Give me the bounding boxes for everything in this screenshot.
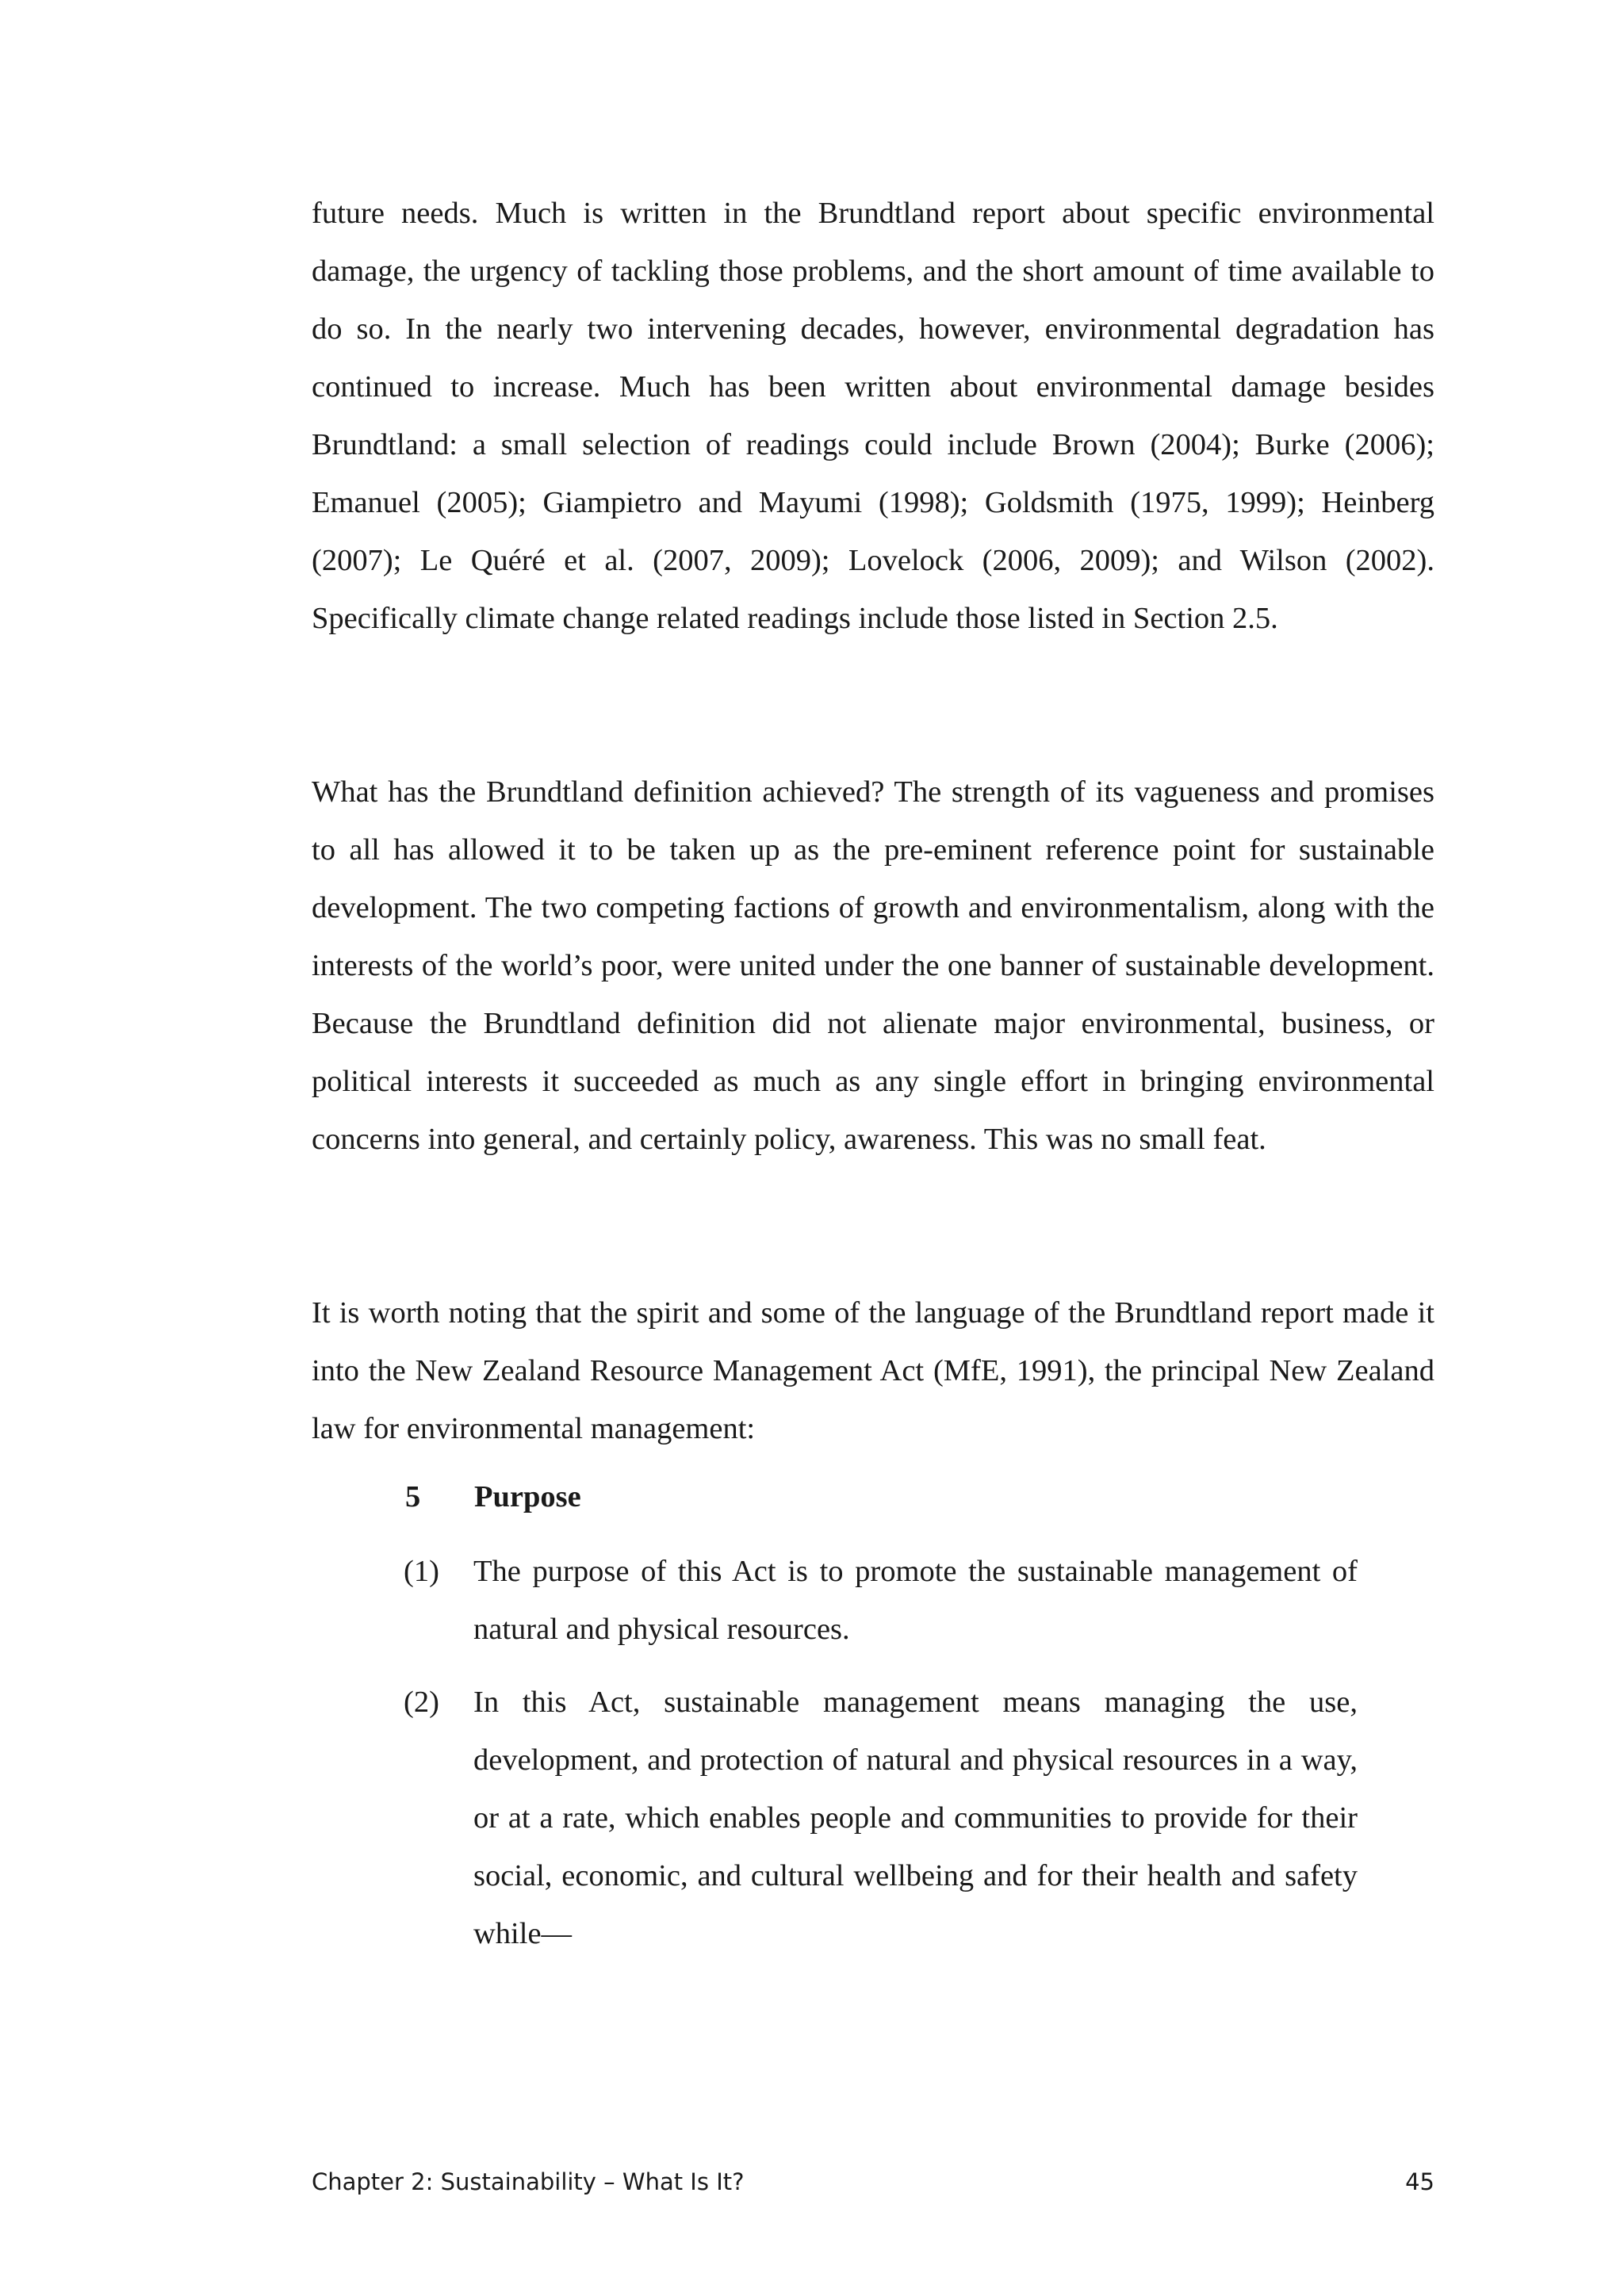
body-paragraph-3: It is worth noting that the spirit and some of the language of the Brundtland report made it into the New Zealand Resource Management Act (MfE, 1991), the principal New Zealand law for environmental management: [312, 1296, 1434, 1445]
running-footer-chapter: Chapter 2: Sustainability – What Is It? [312, 2168, 745, 2195]
body-paragraph-2: What has the Brundtland definition achieved? The strength of its vagueness and promises to all has allowed it to be taken up as the pre-eminent reference point for sustainable development. The two competing factions of growth and environmentalism, along with the interests of the world’s poor, were united under the one banner of sustainable development. Because the Brundtland definition did not alienate major environmental, business, or political interests it succeeded as much as any single effort in bringing environmental concerns into general, and certainly policy, awareness. This was no small feat. [312, 775, 1434, 1156]
clause-text: In this Act, sustainable management means managing the use, development, and protection of natural and physical resources in a way, or at a rate, which enables people and communities to provide for their social, economic, and cultural wellbeing and for their health and safety while— [473, 1686, 1358, 1950]
clause-number: (1) [404, 1555, 439, 1588]
clause-text: The purpose of this Act is to promote the sustainable management of natural and physical resources. [473, 1555, 1358, 1646]
quoted-clause-1 [404, 1543, 1358, 1659]
quoted-section-number: 5 [405, 1480, 421, 1513]
quoted-section-title: Purpose [474, 1480, 581, 1513]
body-paragraph-1: future needs. Much is written in the Brundtland report about specific environmental damage, the urgency of tackling those problems, and the short amount of time available to do so. In the nearly two intervening decades, however, environmental degradation has continued to increase. Much has been written about environmental damage besides Brundtland: a small selection of readings could include Brown (2004); Burke (2006); Emanuel (2005); Giampietro and Mayumi (1998); Goldsmith (1975, 1999); Heinberg (2007); Le Quéré et al. (2007, 2009); Lovelock (2006, 2009); and Wilson (2002). Specifically climate change related readings include those listed in Section 2.5. [312, 197, 1434, 635]
quoted-clause-2 [404, 1674, 1358, 1963]
page-number: 45 [1405, 2168, 1434, 2195]
clause-number: (2) [404, 1686, 439, 1719]
